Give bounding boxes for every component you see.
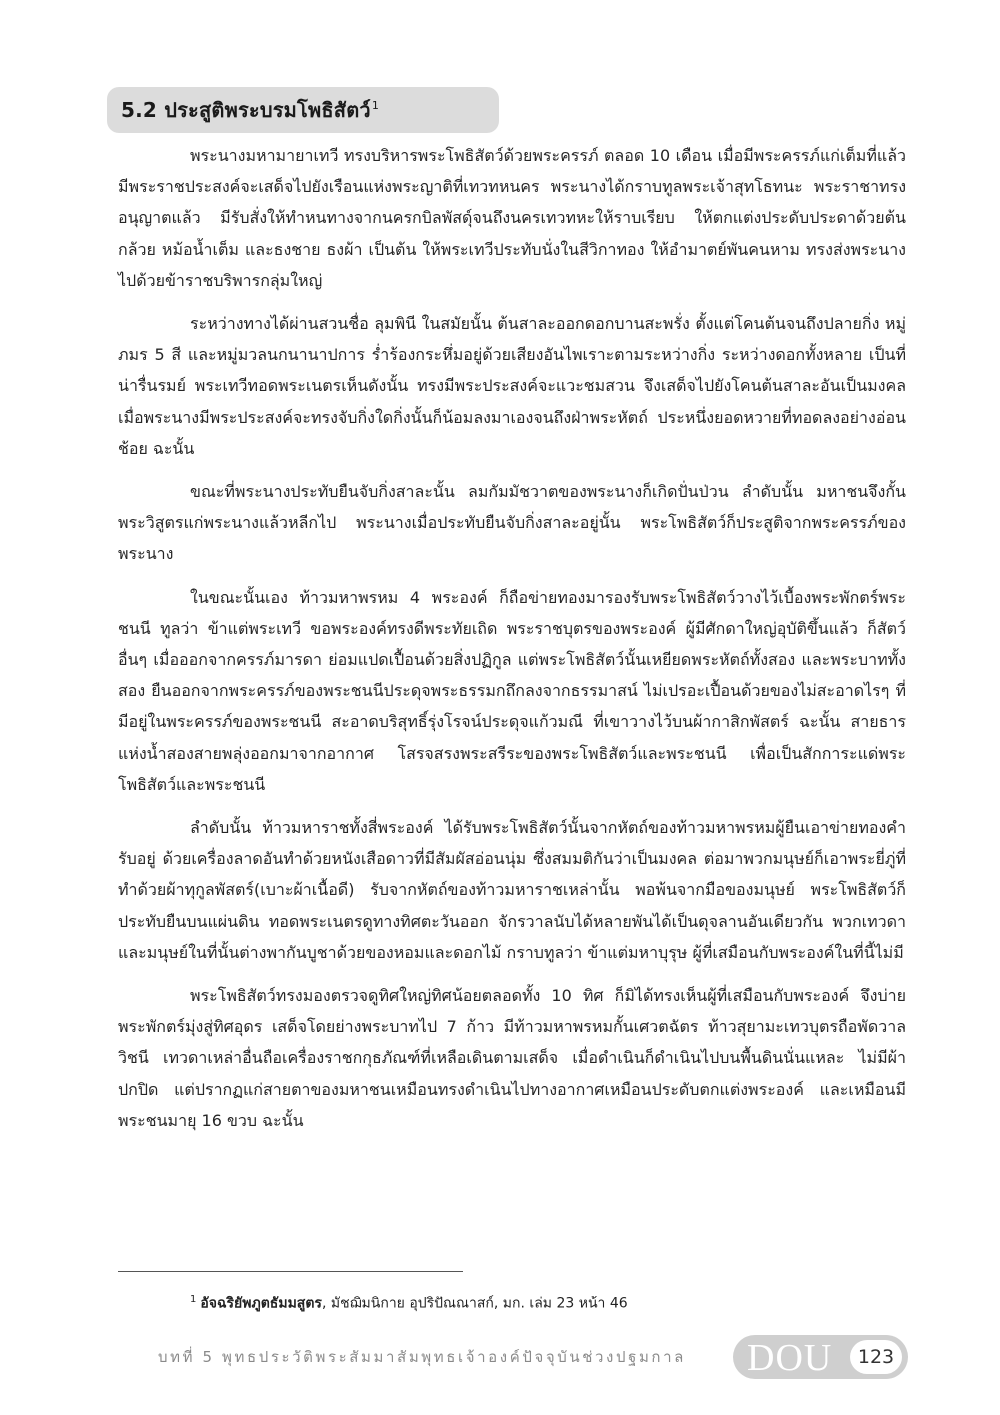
paragraph-6: พระโพธิสัตว์ทรงมองตรวจดูทิศใหญ่ทิศน้อยตลอดทั้ง 10 ทิศ ก็มิได้ทรงเห็นผู้ที่เสมือนกับพระองค์ จึงบ่ายพระพักตร์มุ่งสู่ทิศอุดร เสด็จโดยย่างพระบาทไป 7 ก้าว มีท้าวมหาพรหมกั้นเศวตฉัตร ท้าวสุยามะเทวบุตรถือพัดวาลวิชนี เทวดาเหล่าอื่นถือเครื่องราชกกุธภัณฑ์ที่เหลือเดินตามเสด็จ เมื่อดำเนินก็ดำเนินไปบนพื้นดินนั่นแหละ ไม่มีผ้าปกปิด แต่ปรากฏแก่สายตาของมหาชนเหมือนทรงดำเนินไปทางอากาศเหมือนประดับตกแต่งพระองค์ และเหมือนมีพระชนมายุ 16 ขวบ ฉะนั้น (118, 986, 906, 1130)
paragraph-5: ลำดับนั้น ท้าวมหาราชทั้งสี่พระองค์ ได้รับพระโพธิสัตว์นั้นจากหัตถ์ของท้าวมหาพรหมผู้ยืนเอาข่ายทองคำรับอยู่ ด้วยเครื่องลาดอันทำด้วยหนังเสือดาวที่มีสัมผัสอ่อนนุ่ม ซึ่งสมมติกันว่าเป็นมงคล ต่อมาพวกมนุษย์ก็เอาพระยี่ภู่ที่ทำด้วยผ้าทุกูลพัสตร์(เบาะผ้าเนื้อดี) รับจากหัตถ์ของท้าวมหาราชเหล่านั้น พอพ้นจากมือของมนุษย์ พระโพธิสัตว์ก็ประทับยืนบนแผ่นดิน ทอดพระเนตรดูทางทิศตะวันออก จักรวาลนับได้หลายพันได้เป็นดุจลานอันเดียวกัน พวกเทวดาและมนุษย์ในที่นั้นต่างพากันบูชาด้วยของหอมและดอกไม้ กราบทูลว่า ข้าแต่มหาบุรุษ ผู้ที่เสมือนกับพระองค์ในที่นี้ไม่มี (118, 818, 906, 962)
section-title (121, 94, 379, 126)
running-footer: บทที่ 5 พุทธประวัติพระสัมมาสัมพุทธเจ้าองค์ปัจจุบันช่วงปฐมกาล (158, 1348, 686, 1366)
paragraph-4: ในขณะนั้นเอง ท้าวมหาพรหม 4 พระองค์ ก็ถือข่ายทองมารองรับพระโพธิสัตว์วางไว้เบื้องพระพักตร์พระชนนี ทูลว่า ข้าแต่พระเทวี ขอพระองค์ทรงดีพระทัยเถิด พระราชบุตรของพระองค์ ผู้มีศักดาใหญ่อุบัติขึ้นแล้ว ก็สัตว์อื่นๆ เมื่อออกจากครรภ์มารดา ย่อมแปดเปื้อนด้วยสิ่งปฏิกูล แต่พระโพธิสัตว์นั้นเหยียดพระหัตถ์ทั้งสอง และพระบาททั้งสอง ยืนออกจากพระครรภ์ของพระชนนีประดุจพระธรรมกถึกลงจากธรรมาสน์ ไม่เปรอะเปื้อนด้วยของไม่สะอาดไรๆ ที่มีอยู่ในพระครรภ์ของพระชนนี สะอาดบริสุทธิ์รุ่งโรจน์ประดุจแก้วมณี ที่เขาวางไว้บนผ้ากาสิกพัสตร์ ฉะนั้น สายธารแห่งน้ำสองสายพลุ่งออกมาจากอากาศ โสรจสรงพระสรีระของพระโพธิสัตว์และพระชนนี เพื่อเป็นสักการะแด่พระโพธิสัตว์และพระชนนี (118, 587, 906, 794)
paragraph-2: ระหว่างทางได้ผ่านสวนชื่อ ลุมพินี ในสมัยนั้น ต้นสาละออกดอกบานสะพรั่ง ตั้งแต่โคนต้นจนถึงปลายกิ่ง หมู่ภมร 5 สี และหมู่มวลนกนานาปการ ร่ำร้องกระหึ่มอยู่ด้วยเสียงอันไพเราะตามระหว่างกิ่ง ระหว่างดอกทั้งหลาย เป็นที่น่ารื่นรมย์ พระเทวีทอดพระเนตรเห็นดังนั้น ทรงมีพระประสงค์จะแวะชมสวน จึงเสด็จไปยังโคนต้นสาละอันเป็นมงคล เมื่อพระนางมีพระประสงค์จะทรงจับกิ่งใดกิ่งนั้นก็น้อมลงมาเองจนถึงฝ่าพระหัตถ์ ประหนึ่งยอดหวายที่ทอดลงอย่างอ่อนช้อย ฉะนั้น (118, 314, 906, 458)
section-title-text: 5.2 ประสูติพระบรมโพธิสัตว์ (121, 98, 371, 122)
paragraph-3: ขณะที่พระนางประทับยืนจับกิ่งสาละนั้น ลมกัมมัชวาตของพระนางก็เกิดปั่นป่วน ลำดับนั้น มหาชนจึงกั้นพระวิสูตรแก่พระนางแล้วหลีกไป พระนางเมื่อประทับยืนจับกิ่งสาละอยู่นั้น พระโพธิสัตว์ก็ประสูติจากพระครรภ์ของพระนาง (118, 482, 906, 564)
section-heading (107, 87, 499, 133)
footer-badge (733, 1335, 908, 1379)
footnote-work-title: อัจฉริยัพภูตธัมมสูตร (200, 1295, 322, 1312)
footnote-number: 1 (190, 1294, 197, 1305)
footnote-citation: , มัชฌิมนิกาย อุปริปัณณาสก์, มก. เล่ม 23 หน้า 46 (321, 1295, 628, 1312)
page-number: 123 (850, 1340, 902, 1374)
footnote-divider (118, 1271, 463, 1272)
brand-logo: DOU (747, 1337, 833, 1379)
footnote (190, 1290, 890, 1314)
footnote-reference[interactable]: 1 (371, 99, 380, 113)
paragraph-1: พระนางมหามายาเทวี ทรงบริหารพระโพธิสัตว์ด้วยพระครรภ์ ตลอด 10 เดือน เมื่อมีพระครรภ์แก่เต็มที่แล้ว มีพระราชประสงค์จะเสด็จไปยังเรือนแห่งพระญาติที่เทวทหนคร พระนางได้กราบทูลพระเจ้าสุทโธทนะ พระราชาทรงอนุญาตแล้ว มีรับสั่งให้ทำหนทางจากนครกบิลพัสดุ์จนถึงนครเทวทหะให้ราบเรียบ ให้ตกแต่งประดับประดาด้วยต้นกล้วย หม้อน้ำเต็ม และธงชาย ธงผ้า เป็นต้น ให้พระเทวีประทับนั่งในสีวิกาทอง ให้อำมาตย์พันคนหาม ทรงส่งพระนางไปด้วยข้าราชบริพารกลุ่มใหญ่ (118, 146, 906, 290)
body-text (118, 140, 906, 1148)
